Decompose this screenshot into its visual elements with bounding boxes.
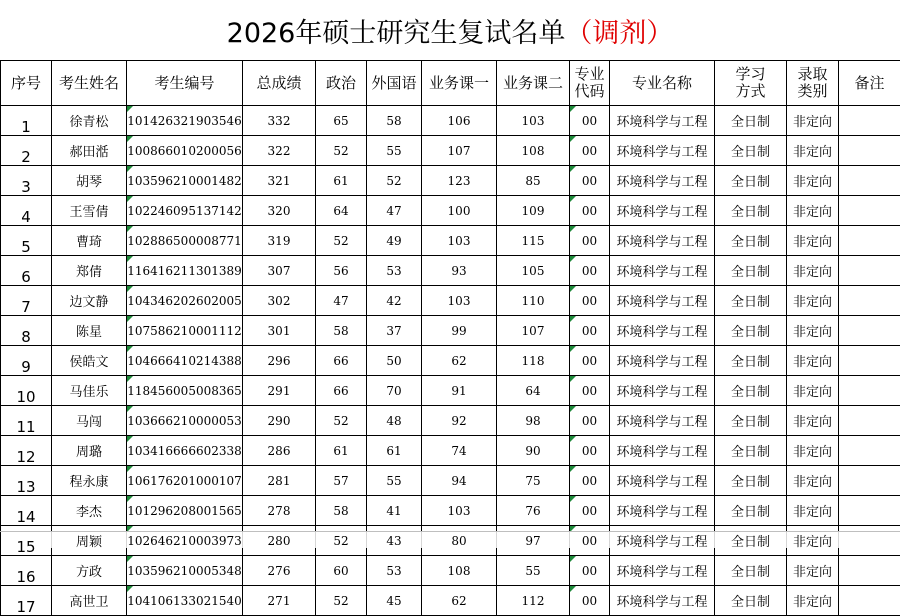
cell-seq: 13 xyxy=(1,466,52,496)
cell-total: 286 xyxy=(243,436,316,466)
cell-seq: 6 xyxy=(1,256,52,286)
cell-study-mode: 全日制 xyxy=(715,226,787,256)
cell-total: 320 xyxy=(243,196,316,226)
cell-seq: 11 xyxy=(1,406,52,436)
cell-seq: 7 xyxy=(1,286,52,316)
cell-study-mode: 全日制 xyxy=(715,166,787,196)
cell-study-mode: 全日制 xyxy=(715,586,787,616)
cell-total: 281 xyxy=(243,466,316,496)
cell-exam-id: 106176201000107 xyxy=(127,466,243,496)
cell-total: 276 xyxy=(243,556,316,586)
table-row xyxy=(1,286,900,316)
cell-course-two: 90 xyxy=(497,436,570,466)
cell-name: 边文静 xyxy=(52,286,127,316)
table-row xyxy=(1,586,900,616)
cell-total: 280 xyxy=(243,526,316,556)
cell-remarks xyxy=(839,286,900,316)
column-header-admission-type: 录取 类别 xyxy=(787,61,839,106)
cell-exam-id: 103596210005348 xyxy=(127,556,243,586)
cell-politics: 66 xyxy=(316,346,367,376)
cell-course-one: 103 xyxy=(422,286,497,316)
cell-course-two: 64 xyxy=(497,376,570,406)
cell-foreign-lang: 50 xyxy=(367,346,422,376)
cell-foreign-lang: 43 xyxy=(367,526,422,556)
cell-major-code: 00 xyxy=(570,346,610,376)
cell-major-code: 00 xyxy=(570,406,610,436)
cell-remarks xyxy=(839,406,900,436)
cell-politics: 61 xyxy=(316,166,367,196)
cell-course-two: 75 xyxy=(497,466,570,496)
cell-remarks xyxy=(839,166,900,196)
cell-course-one: 91 xyxy=(422,376,497,406)
cell-remarks xyxy=(839,256,900,286)
cell-major-code: 00 xyxy=(570,496,610,526)
cell-study-mode: 全日制 xyxy=(715,556,787,586)
cell-major-code: 00 xyxy=(570,256,610,286)
cell-course-one: 107 xyxy=(422,136,497,166)
column-header-foreign-lang: 外国语 xyxy=(367,61,422,106)
cell-foreign-lang: 70 xyxy=(367,376,422,406)
cell-course-one: 93 xyxy=(422,256,497,286)
cell-exam-id: 104666410214388 xyxy=(127,346,243,376)
cell-name: 郑倩 xyxy=(52,256,127,286)
cell-seq: 5 xyxy=(1,226,52,256)
cell-seq: 17 xyxy=(1,586,52,616)
cell-exam-id: 102246095137142 xyxy=(127,196,243,226)
cell-major-name: 环境科学与工程 xyxy=(610,256,715,286)
cell-admission-type: 非定向 xyxy=(787,136,839,166)
cell-exam-id: 100866010200056 xyxy=(127,136,243,166)
cell-admission-type: 非定向 xyxy=(787,166,839,196)
cell-name: 王雪倩 xyxy=(52,196,127,226)
cell-politics: 47 xyxy=(316,286,367,316)
cell-seq: 14 xyxy=(1,496,52,526)
cell-foreign-lang: 48 xyxy=(367,406,422,436)
cell-admission-type: 非定向 xyxy=(787,346,839,376)
cell-course-one: 103 xyxy=(422,226,497,256)
cell-foreign-lang: 53 xyxy=(367,256,422,286)
cell-remarks xyxy=(839,376,900,406)
cell-total: 271 xyxy=(243,586,316,616)
cell-course-two: 112 xyxy=(497,586,570,616)
cell-total: 291 xyxy=(243,376,316,406)
cell-study-mode: 全日制 xyxy=(715,316,787,346)
cell-remarks xyxy=(839,346,900,376)
cell-name: 周璐 xyxy=(52,436,127,466)
cell-remarks xyxy=(839,106,900,136)
cell-major-name: 环境科学与工程 xyxy=(610,496,715,526)
column-header-major-name: 专业名称 xyxy=(610,61,715,106)
title-main: 2026年硕士研究生复试名单 xyxy=(227,18,566,49)
cell-remarks xyxy=(839,436,900,466)
table-row xyxy=(1,466,900,496)
cell-course-one: 99 xyxy=(422,316,497,346)
cell-name: 马闯 xyxy=(52,406,127,436)
cell-course-two: 98 xyxy=(497,406,570,436)
cell-politics: 64 xyxy=(316,196,367,226)
table-row xyxy=(1,196,900,226)
cell-foreign-lang: 55 xyxy=(367,136,422,166)
cell-major-name: 环境科学与工程 xyxy=(610,106,715,136)
cell-major-name: 环境科学与工程 xyxy=(610,136,715,166)
cell-name: 程永康 xyxy=(52,466,127,496)
cell-politics: 52 xyxy=(316,136,367,166)
cell-total: 278 xyxy=(243,496,316,526)
cell-major-code: 00 xyxy=(570,196,610,226)
cell-course-two: 108 xyxy=(497,136,570,166)
cell-exam-id: 116416211301389 xyxy=(127,256,243,286)
cell-remarks xyxy=(839,226,900,256)
cell-major-name: 环境科学与工程 xyxy=(610,166,715,196)
cell-study-mode: 全日制 xyxy=(715,196,787,226)
cell-admission-type: 非定向 xyxy=(787,376,839,406)
cell-name: 高世卫 xyxy=(52,586,127,616)
cell-total: 290 xyxy=(243,406,316,436)
cell-course-two: 103 xyxy=(497,106,570,136)
cell-major-name: 环境科学与工程 xyxy=(610,466,715,496)
cell-major-name: 环境科学与工程 xyxy=(610,526,715,556)
cell-major-code: 00 xyxy=(570,436,610,466)
table-row xyxy=(1,106,900,136)
cell-politics: 61 xyxy=(316,436,367,466)
cell-major-code: 00 xyxy=(570,316,610,346)
cell-admission-type: 非定向 xyxy=(787,526,839,556)
table-row xyxy=(1,376,900,406)
cell-study-mode: 全日制 xyxy=(715,436,787,466)
table-row xyxy=(1,436,900,466)
cell-major-name: 环境科学与工程 xyxy=(610,586,715,616)
column-header-study-mode: 学习 方式 xyxy=(715,61,787,106)
cell-study-mode: 全日制 xyxy=(715,256,787,286)
cell-major-code: 00 xyxy=(570,376,610,406)
cell-major-name: 环境科学与工程 xyxy=(610,226,715,256)
cell-course-two: 110 xyxy=(497,286,570,316)
cell-admission-type: 非定向 xyxy=(787,196,839,226)
column-header-exam-id: 考生编号 xyxy=(127,61,243,106)
cell-study-mode: 全日制 xyxy=(715,526,787,556)
column-header-total: 总成绩 xyxy=(243,61,316,106)
cell-foreign-lang: 53 xyxy=(367,556,422,586)
cell-exam-id: 103416666602338 xyxy=(127,436,243,466)
cell-name: 侯皓文 xyxy=(52,346,127,376)
cell-remarks xyxy=(839,136,900,166)
cell-admission-type: 非定向 xyxy=(787,256,839,286)
cell-major-name: 环境科学与工程 xyxy=(610,196,715,226)
cell-course-one: 62 xyxy=(422,586,497,616)
cell-course-two: 85 xyxy=(497,166,570,196)
cell-admission-type: 非定向 xyxy=(787,496,839,526)
cell-seq: 8 xyxy=(1,316,52,346)
cell-name: 陈星 xyxy=(52,316,127,346)
header-row xyxy=(1,61,900,106)
cell-remarks xyxy=(839,556,900,586)
cell-seq: 15 xyxy=(1,526,52,556)
cell-total: 296 xyxy=(243,346,316,376)
cell-course-two: 109 xyxy=(497,196,570,226)
cell-major-name: 环境科学与工程 xyxy=(610,556,715,586)
cell-major-code: 00 xyxy=(570,286,610,316)
cell-course-one: 94 xyxy=(422,466,497,496)
cell-exam-id: 102886500008771 xyxy=(127,226,243,256)
cell-name: 马佳乐 xyxy=(52,376,127,406)
cell-course-one: 103 xyxy=(422,496,497,526)
cell-name: 周颖 xyxy=(52,526,127,556)
cell-course-two: 55 xyxy=(497,556,570,586)
column-header-name: 考生姓名 xyxy=(52,61,127,106)
cell-remarks xyxy=(839,496,900,526)
cell-total: 302 xyxy=(243,286,316,316)
cell-course-two: 107 xyxy=(497,316,570,346)
cell-course-one: 74 xyxy=(422,436,497,466)
cell-admission-type: 非定向 xyxy=(787,406,839,436)
column-header-remarks: 备注 xyxy=(839,61,900,106)
cell-remarks xyxy=(839,196,900,226)
cell-foreign-lang: 49 xyxy=(367,226,422,256)
cell-foreign-lang: 45 xyxy=(367,586,422,616)
cell-foreign-lang: 55 xyxy=(367,466,422,496)
sheet-title xyxy=(0,0,900,60)
column-header-politics: 政治 xyxy=(316,61,367,106)
cell-politics: 57 xyxy=(316,466,367,496)
column-header-seq: 序号 xyxy=(1,61,52,106)
cell-name: 胡琴 xyxy=(52,166,127,196)
table-row xyxy=(1,556,900,586)
cell-course-one: 106 xyxy=(422,106,497,136)
column-header-course-two: 业务课二 xyxy=(497,61,570,106)
table-row xyxy=(1,136,900,166)
table-row xyxy=(1,256,900,286)
cell-study-mode: 全日制 xyxy=(715,496,787,526)
cell-exam-id: 104106133021540 xyxy=(127,586,243,616)
cell-politics: 60 xyxy=(316,556,367,586)
cell-exam-id: 103666210000053 xyxy=(127,406,243,436)
cell-exam-id: 102646210003973 xyxy=(127,526,243,556)
cell-total: 307 xyxy=(243,256,316,286)
cell-course-one: 108 xyxy=(422,556,497,586)
cell-course-two: 97 xyxy=(497,526,570,556)
cell-name: 方政 xyxy=(52,556,127,586)
cell-course-one: 100 xyxy=(422,196,497,226)
cell-course-two: 105 xyxy=(497,256,570,286)
cell-seq: 10 xyxy=(1,376,52,406)
cell-exam-id: 101426321903546 xyxy=(127,106,243,136)
cell-politics: 52 xyxy=(316,406,367,436)
cell-foreign-lang: 37 xyxy=(367,316,422,346)
cell-major-code: 00 xyxy=(570,166,610,196)
cell-foreign-lang: 41 xyxy=(367,496,422,526)
cell-major-code: 00 xyxy=(570,106,610,136)
cell-name: 郝田湉 xyxy=(52,136,127,166)
cell-major-name: 环境科学与工程 xyxy=(610,286,715,316)
cell-major-code: 00 xyxy=(570,526,610,556)
cell-admission-type: 非定向 xyxy=(787,556,839,586)
cell-politics: 65 xyxy=(316,106,367,136)
cell-seq: 16 xyxy=(1,556,52,586)
cell-politics: 66 xyxy=(316,376,367,406)
cell-major-name: 环境科学与工程 xyxy=(610,346,715,376)
cell-admission-type: 非定向 xyxy=(787,466,839,496)
cell-remarks xyxy=(839,466,900,496)
table-row xyxy=(1,316,900,346)
cell-name: 徐青松 xyxy=(52,106,127,136)
cell-foreign-lang: 61 xyxy=(367,436,422,466)
cell-exam-id: 101296208001565 xyxy=(127,496,243,526)
cell-name: 曹琦 xyxy=(52,226,127,256)
cell-politics: 56 xyxy=(316,256,367,286)
cell-name: 李杰 xyxy=(52,496,127,526)
cell-admission-type: 非定向 xyxy=(787,226,839,256)
table-row xyxy=(1,226,900,256)
cell-total: 319 xyxy=(243,226,316,256)
table-row xyxy=(1,406,900,436)
cell-major-name: 环境科学与工程 xyxy=(610,436,715,466)
cell-foreign-lang: 58 xyxy=(367,106,422,136)
cell-study-mode: 全日制 xyxy=(715,376,787,406)
cell-total: 322 xyxy=(243,136,316,166)
cell-foreign-lang: 47 xyxy=(367,196,422,226)
cell-major-code: 00 xyxy=(570,226,610,256)
cell-major-code: 00 xyxy=(570,466,610,496)
cell-seq: 9 xyxy=(1,346,52,376)
cell-course-one: 123 xyxy=(422,166,497,196)
cell-exam-id: 103596210001482 xyxy=(127,166,243,196)
cell-remarks xyxy=(839,316,900,346)
cell-major-code: 00 xyxy=(570,556,610,586)
cell-study-mode: 全日制 xyxy=(715,286,787,316)
cell-politics: 58 xyxy=(316,316,367,346)
cell-foreign-lang: 52 xyxy=(367,166,422,196)
cell-admission-type: 非定向 xyxy=(787,436,839,466)
empty-row-band xyxy=(0,531,900,548)
cell-study-mode: 全日制 xyxy=(715,466,787,496)
cell-politics: 52 xyxy=(316,526,367,556)
cell-course-two: 76 xyxy=(497,496,570,526)
cell-foreign-lang: 42 xyxy=(367,286,422,316)
table-row xyxy=(1,496,900,526)
cell-admission-type: 非定向 xyxy=(787,586,839,616)
column-header-course-one: 业务课一 xyxy=(422,61,497,106)
cell-seq: 12 xyxy=(1,436,52,466)
cell-total: 301 xyxy=(243,316,316,346)
cell-major-code: 00 xyxy=(570,136,610,166)
cell-study-mode: 全日制 xyxy=(715,406,787,436)
table-row xyxy=(1,346,900,376)
cell-course-two: 115 xyxy=(497,226,570,256)
cell-admission-type: 非定向 xyxy=(787,316,839,346)
table-row xyxy=(1,166,900,196)
cell-exam-id: 107586210001112 xyxy=(127,316,243,346)
cell-study-mode: 全日制 xyxy=(715,106,787,136)
cell-course-two: 118 xyxy=(497,346,570,376)
cell-admission-type: 非定向 xyxy=(787,286,839,316)
cell-course-one: 92 xyxy=(422,406,497,436)
cell-study-mode: 全日制 xyxy=(715,136,787,166)
cell-exam-id: 118456005008365 xyxy=(127,376,243,406)
cell-study-mode: 全日制 xyxy=(715,346,787,376)
cell-seq: 4 xyxy=(1,196,52,226)
cell-politics: 52 xyxy=(316,226,367,256)
cell-major-name: 环境科学与工程 xyxy=(610,376,715,406)
cell-exam-id: 104346202602005 xyxy=(127,286,243,316)
cell-major-name: 环境科学与工程 xyxy=(610,316,715,346)
cell-seq: 2 xyxy=(1,136,52,166)
cell-seq: 1 xyxy=(1,106,52,136)
cell-course-one: 62 xyxy=(422,346,497,376)
cell-remarks xyxy=(839,586,900,616)
cell-politics: 52 xyxy=(316,586,367,616)
column-header-major-code: 专业 代码 xyxy=(570,61,610,106)
cell-total: 332 xyxy=(243,106,316,136)
cell-seq: 3 xyxy=(1,166,52,196)
cell-major-name: 环境科学与工程 xyxy=(610,406,715,436)
cell-major-code: 00 xyxy=(570,586,610,616)
cell-total: 321 xyxy=(243,166,316,196)
cell-course-one: 80 xyxy=(422,526,497,556)
cell-admission-type: 非定向 xyxy=(787,106,839,136)
title-accent: （调剂） xyxy=(565,18,673,49)
cell-politics: 58 xyxy=(316,496,367,526)
